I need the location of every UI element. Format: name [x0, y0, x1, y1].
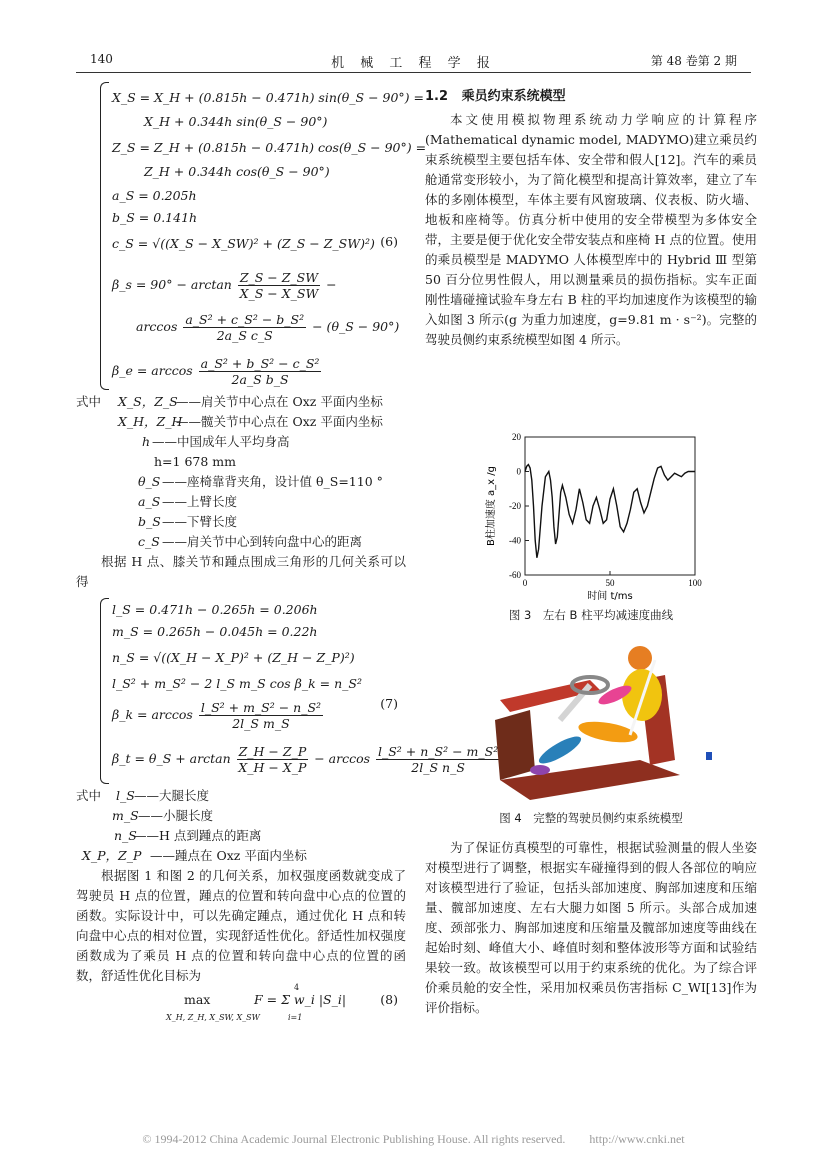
y-tick-label: 20 [512, 432, 521, 442]
symbol-definitions-1 [76, 392, 406, 552]
dummy-foot [530, 765, 550, 775]
definition-row [76, 786, 406, 806]
definition-text: ——髋关节中心点在 Oxz 平面内坐标 [176, 414, 383, 429]
y-tick-label: -20 [509, 501, 521, 511]
equation-number-6: (6) [380, 234, 398, 249]
fraction: $\frac{\text{a\_S² + b\_S² − c\_S²}}{\text{2a\_S b\_S}}$ [200, 356, 320, 387]
definition-row [76, 432, 406, 452]
y-tick-label: 0 [516, 466, 521, 477]
eq7-line-5 [112, 700, 325, 731]
definition-row [76, 472, 406, 492]
fraction: $\frac{\text{a\_S² + c\_S² − b\_S²}}{\text{2a\_S c\_S}}$ [185, 312, 305, 343]
eq7-line-3: n_S = √((X_H − X_P)² + (Z_H − Z_P)²) [112, 650, 355, 665]
eq7-beta-t-lhs: β_t = θ_S + arctan [112, 751, 231, 766]
equation-6 [76, 80, 427, 392]
definition-row [76, 412, 406, 432]
definition-symbol: X_P，Z_P [82, 848, 142, 863]
definition-text: ——H 点到踵点的距离 [134, 828, 262, 843]
fraction: $\frac{\text{l\_S² + n\_S² − m\_S²}}{\text{2l\_S n\_S}}$ [378, 744, 499, 775]
eq7-beta-k-lhs: β_k = arccos [112, 707, 193, 722]
y-tick-label: -40 [509, 535, 521, 546]
eq6-line-1: X_S = X_H + (0.815h − 0.471h) sin(θ_S − 90°) = [112, 90, 424, 105]
eq6-line-9: arccos $\frac{\text{a\_S² + c\_S² − b\_S²}}{\text{2a\_S c\_S}}$ − (θ_S − 90°) [136, 312, 400, 343]
eq6-line-6: b_S = 0.141h [112, 210, 198, 225]
eq7-line-2: m_S = 0.265h − 0.045h = 0.22h [112, 624, 318, 639]
restraint-model-illustration [490, 640, 730, 800]
definition-text: h=1 678 mm [154, 454, 236, 469]
definition-text: ——小腿长度 [138, 808, 214, 823]
eq6-line-2: X_H + 0.344h sin(θ_S − 90°) [144, 114, 328, 129]
dummy-shin [536, 732, 585, 768]
equation-8 [76, 983, 406, 1026]
section-heading [425, 88, 757, 106]
definition-text: ——踵点在 Oxz 平面内坐标 [150, 848, 307, 863]
windshield-shape [500, 680, 600, 712]
firewall-shape [495, 710, 535, 780]
section-number: 1.2 [425, 89, 449, 104]
definition-row [76, 392, 406, 412]
running-header [90, 52, 737, 72]
definition-symbol: a_S [138, 494, 161, 509]
paragraph-validation: 为了保证仿真模型的可靠性，根据试验测量的假人坐姿对模型进行了调整，根据实车碰撞得到的假人各部位的响应对该模型进行了验证，包括头部加速度、胸部加速度和压缩量、髋部加速度、左右大腿力如图 5 所示。头部合成加速度、颈部张力、胸部加速度和压缩量及髋部加速度等曲线在起始时刻、峰值大小、峰值时刻和整体波形等方面和试验结果较一致。故该模型可以用于约束系统的优化。为了综合评价乘员舱的安全性，采用加权乘员伤害指标 C_WI[13]作为评价指标。 [425, 840, 757, 1015]
definition-symbol: l_S [116, 788, 135, 803]
x-tick-label: 0 [522, 578, 528, 588]
definition-row [76, 512, 406, 532]
fraction: $\frac{Z\_H - Z\_P}{X\_H - X\_P}$ [238, 744, 307, 775]
belt-anchor [706, 752, 712, 760]
eq6-line-8: β_s = 90° − arctan $\frac{Z\_S - Z\_SW}{X\_S - X\_SW}$ − [112, 270, 337, 301]
fraction: $\frac{\text{l\_S² + m\_S² − n\_S²}}{\text{2l\_S m\_S}}$ [200, 700, 322, 731]
eq6-arccos: arccos [136, 319, 178, 334]
eq6-line-3: Z_S = Z_H + (0.815h − 0.471h) cos(θ_S − 90°) = [112, 140, 427, 155]
x-tick-label: 50 [605, 578, 615, 588]
equation-brace [100, 598, 109, 784]
eq6-beta-s-lhs: β_s = 90° − arctan [112, 277, 232, 292]
definition-symbol: h [142, 434, 151, 449]
definition-lead: 式中 [76, 788, 102, 803]
definition-row [76, 492, 406, 512]
eq7-line-4: l_S² + m_S² − 2 l_S m_S cos β_k = n_S² [112, 676, 362, 691]
y-axis-label: B柱加速度 a_x /g [486, 466, 497, 546]
eq6-line-4: Z_H + 0.344h cos(θ_S − 90°) [144, 164, 330, 179]
eq6-line-10 [112, 356, 323, 387]
eq6-beta-e-lhs: β_e = arccos [112, 363, 193, 378]
right-column-lower [425, 838, 757, 1018]
eq8-sum-bottom: i=1 [288, 1013, 303, 1022]
definition-symbol: m_S [112, 808, 139, 823]
definition-text: ——座椅靠背夹角，设计值 θ_S=110 ° [162, 474, 383, 489]
header-rule [76, 72, 751, 73]
volume-issue: 第 48 卷第 2 期 [650, 54, 737, 68]
equation-number-7: (7) [380, 696, 398, 711]
definition-text: ——中国成年人平均身高 [152, 434, 290, 449]
equation-7 [76, 596, 499, 786]
eq8-subscript: X_H, Z_H, X_SW, X_SW [166, 1013, 260, 1022]
definition-text: ——大腿长度 [134, 788, 210, 803]
eq8-sum-top: 4 [294, 983, 300, 992]
definition-row [76, 846, 406, 866]
fraction: $\frac{Z\_S - Z\_SW}{X\_S - X\_SW}$ [239, 270, 319, 301]
figure-4-caption: 图 4 完整的驾驶员侧约束系统模型 [499, 811, 683, 825]
eq7-line-6: β_t = θ_S + arctan $\frac{Z\_H - Z\_P}{X\_H - X\_P}$ − arccos $\frac{\text{l\_S² + n\_S² − m\_S²}}{\text{2l\_S n\_S}}$ [112, 744, 499, 775]
paragraph-comfort: 根据图 1 和图 2 的几何关系，加权强度函数就变成了驾驶员 H 点的位置，踵点的位置和转向盘中心点的位置的函数。实际设计中，可以先确定踵点，通过优化 H 点和转向盘中心点的相对位置，实现舒适性优化。舒适性加权强度函数成为了乘员 H 点的位置和转向盘中心点的位置的函数，舒适性优化目标为 [76, 868, 406, 983]
definition-symbol: n_S [114, 828, 137, 843]
eq7-line-1: l_S = 0.471h − 0.265h = 0.206h [112, 602, 318, 617]
section-title: 乘员约束系统模型 [461, 89, 566, 104]
plot-frame [525, 437, 695, 575]
paragraph-restraint-model: 本文使用模拟物理系统动力学响应的计算程序(Mathematical dynamic model, MADYMO)建立乘员约束系统模型主要包括车体、安全带和假人[12]。汽车的乘员舱通常变形较小，为了简化模型和提高计算效率，建立了车体的多刚体模型，车体主要有风窗玻璃、仪表板、防火墙、地板和座椅等。仿真分析中使用的安全带模型为多体安全带，主要是便于优化安全带安装点和座椅 H 点的位置。使用的乘员模型是 MADYMO 人体模型库中的 Hybrid Ⅲ 型第 50 百分位男性假人，用以测量乘员的损伤指标。实车正面刚性墙碰撞试验车身左右 B 柱的平均加速度作为该模型的输入如图 3 所示(g 为重力加速度，g=9.81 m · s⁻²)。完整的驾驶员侧约束系统模型如图 4 所示。 [425, 112, 757, 347]
eq6-line-5: a_S = 0.205h [112, 188, 197, 203]
deceleration-chart [480, 425, 710, 605]
eq6-line-7: c_S = √((X_S − X_SW)² + (Z_S − Z_SW)²) [112, 236, 375, 251]
definition-text: ——上臂长度 [162, 494, 238, 509]
symbol-definitions-2 [76, 786, 406, 866]
definition-row [76, 806, 406, 826]
acceleration-curve [525, 465, 695, 558]
definition-row [76, 452, 406, 472]
eq8-rhs: F = Σ w_i |S_i| [254, 992, 347, 1007]
dummy-head [628, 646, 652, 670]
definition-symbol: θ_S [138, 474, 161, 489]
definition-symbol: X_H，Z_H [118, 414, 183, 429]
right-column [425, 88, 757, 350]
paragraph-geometry: 根据 H 点、膝关节和踵点围成三角形的几何关系可以得 [76, 554, 406, 589]
x-axis-label: 时间 t/ms [587, 591, 633, 602]
definition-row [76, 532, 406, 552]
definition-text: ——肩关节中心点在 Oxz 平面内坐标 [176, 394, 383, 409]
equation-number-8: (8) [380, 992, 398, 1007]
definition-text: ——肩关节中心到转向盘中心的距离 [162, 534, 363, 549]
figure-3-caption: 图 3 左右 B 柱平均减速度曲线 [508, 608, 674, 622]
y-tick-label: -60 [509, 570, 521, 580]
definition-symbol: b_S [138, 514, 161, 529]
definition-lead: 式中 [76, 394, 102, 409]
definition-symbol: c_S [138, 534, 160, 549]
page-number: 140 [90, 52, 113, 66]
eq8-max: max [184, 992, 211, 1007]
journal-title: 机 械 工 程 学 报 [331, 56, 496, 71]
equation-brace [100, 82, 109, 390]
definition-row [76, 826, 406, 846]
definition-text: ——下臂长度 [162, 514, 238, 529]
copyright-footer: © 1994-2012 China Academic Journal Electronic Publishing House. All rights reserved. http://www.cnki.net [142, 1132, 685, 1146]
x-tick-label: 100 [688, 578, 702, 588]
definition-symbol: X_S，Z_S [118, 394, 178, 409]
